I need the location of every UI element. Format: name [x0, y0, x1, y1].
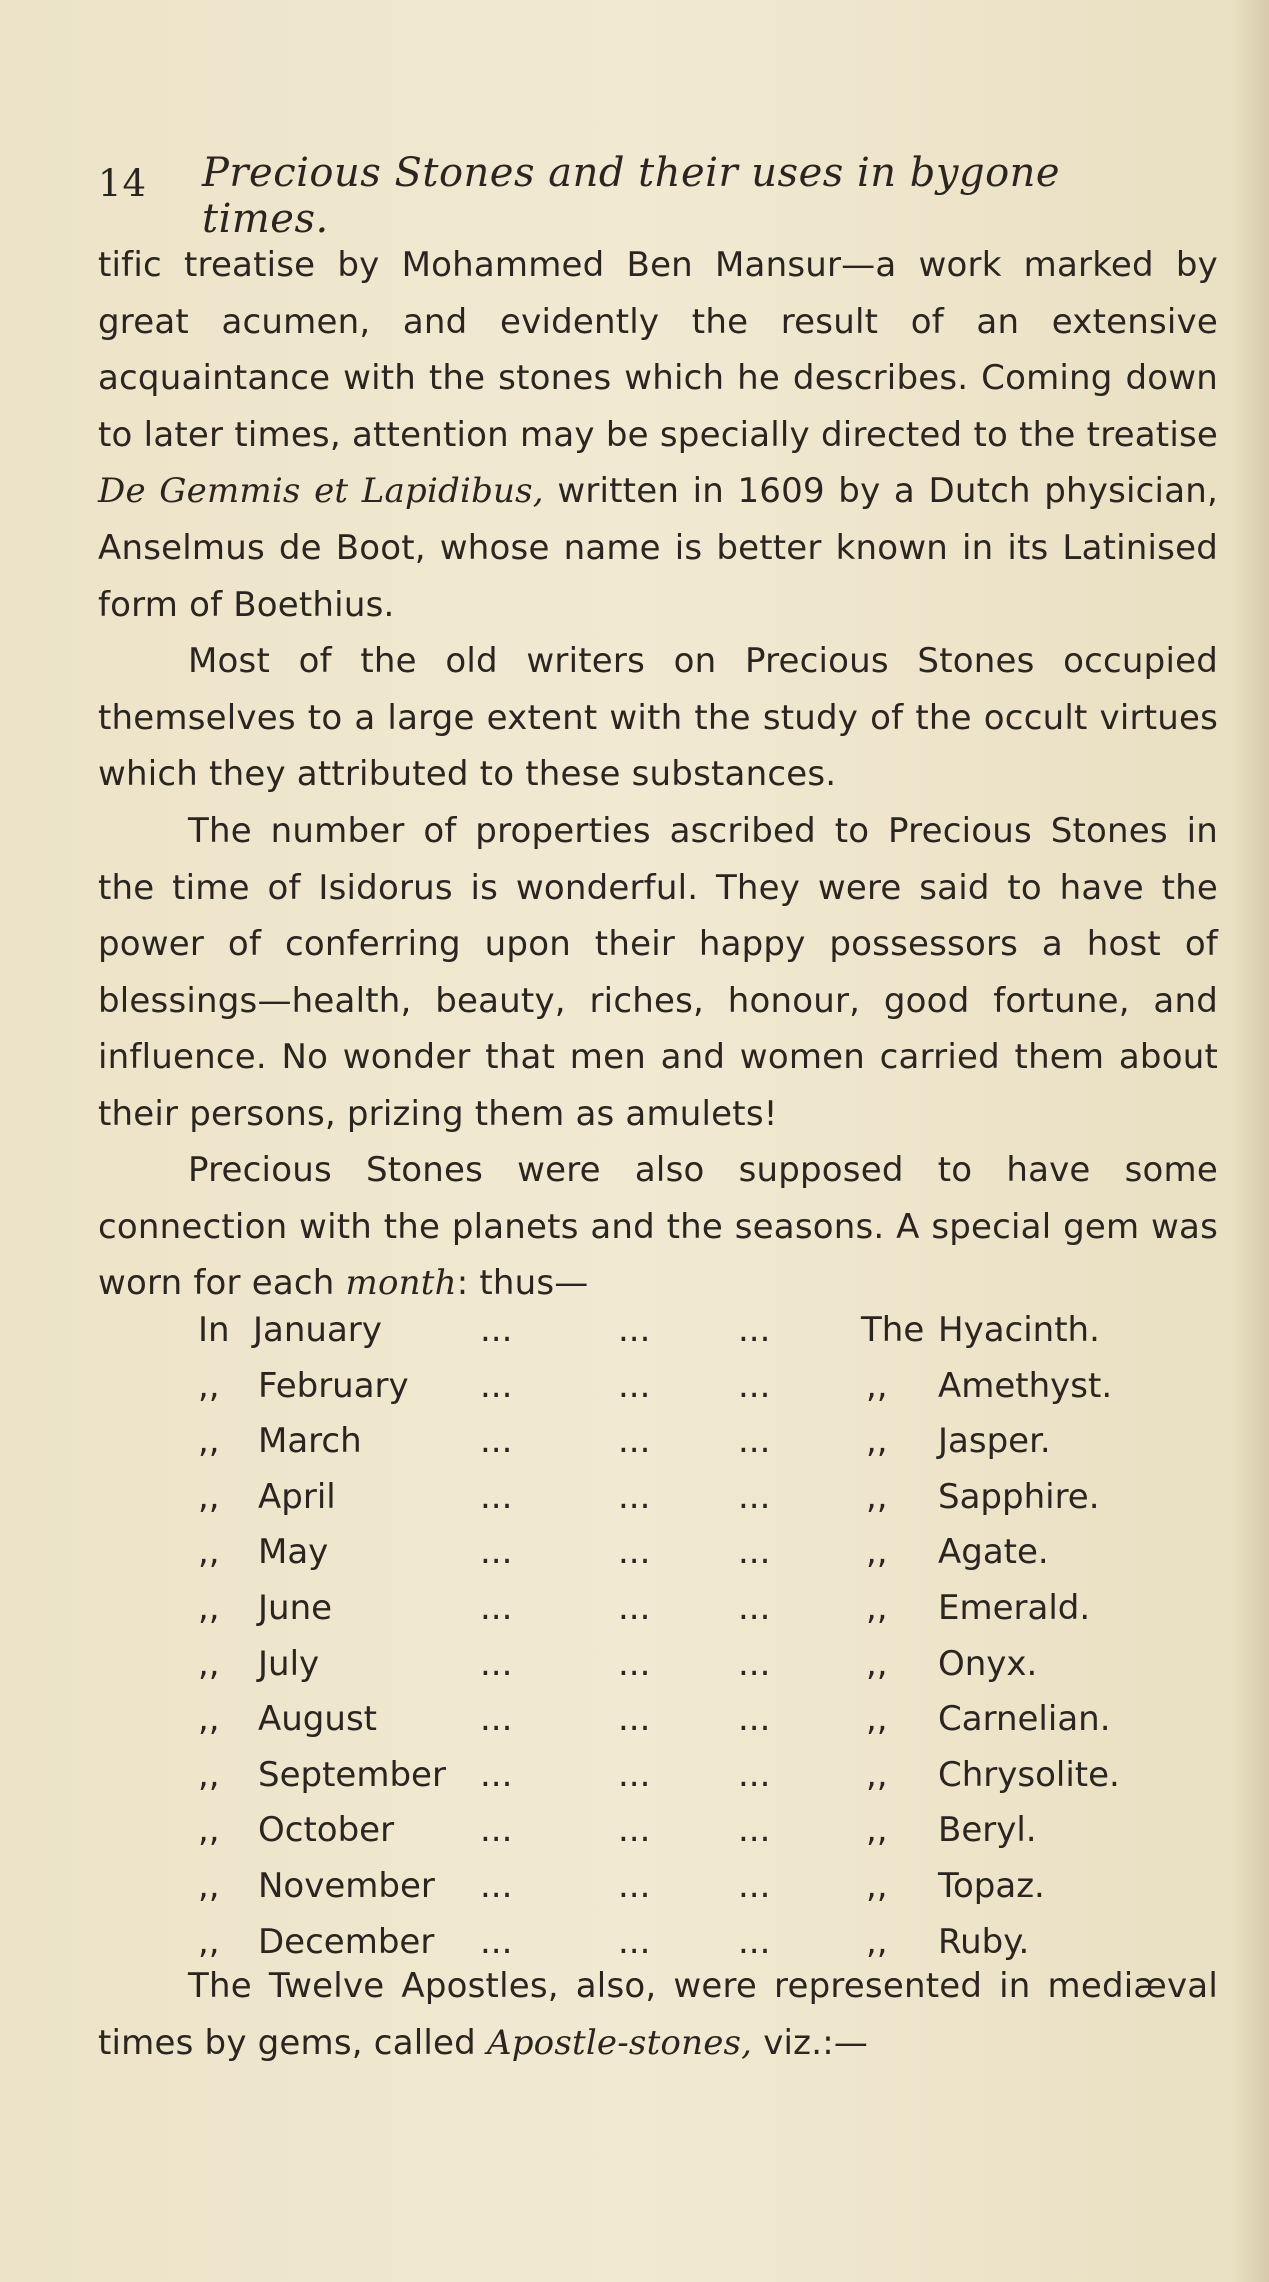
month-name: December [258, 1921, 435, 1962]
gem-prefix: ,, [866, 1921, 888, 1962]
gem-prefix: ,, [866, 1699, 888, 1740]
leader-dots: ... [480, 1476, 513, 1517]
gem-prefix: ,, [866, 1532, 888, 1573]
leader-dots: ... [618, 1921, 651, 1962]
month-row [98, 1810, 1218, 1866]
leader-dots: ... [738, 1865, 771, 1906]
gem-prefix: ,, [866, 1865, 888, 1906]
leader-dots: ... [618, 1754, 651, 1795]
paragraph-2-text: Most of the old writers on Precious Stones occupied themselves to a large extent with the study of the occult virtues which they attributed to these substances. [98, 641, 1218, 795]
gem-prefix: ,, [866, 1643, 888, 1684]
month-prefix: ,, [198, 1865, 220, 1906]
leader-dots: ... [480, 1310, 513, 1350]
leader-dots: ... [738, 1310, 771, 1350]
month-prefix: ,, [198, 1810, 220, 1851]
month-name: November [258, 1865, 435, 1906]
leader-dots: ... [738, 1754, 771, 1795]
gem-name: Topaz. [938, 1865, 1045, 1906]
closing-paragraph [98, 1958, 1218, 2071]
month-prefix: ,, [198, 1587, 220, 1628]
month-prefix: ,, [198, 1699, 220, 1740]
paragraph-4 [98, 1142, 1218, 1312]
gem-prefix: ,, [866, 1754, 888, 1795]
page-number: 14 [98, 162, 148, 205]
leader-dots: ... [480, 1921, 513, 1962]
month-row [98, 1755, 1218, 1811]
leader-dots: ... [618, 1532, 651, 1573]
month-row [98, 1532, 1218, 1588]
month-italic: month [345, 1263, 457, 1304]
leader-dots: ... [618, 1699, 651, 1740]
month-prefix: In [198, 1310, 230, 1350]
paragraph-4-text [98, 1142, 1218, 1312]
paragraph-1-part-b: written in 1609 by a Dutch physician, Anselmus de Boot, whose name is better known in its Latinised form of Boethius. [98, 471, 1218, 625]
month-name: May [258, 1532, 329, 1573]
leader-dots: ... [618, 1587, 651, 1628]
month-row [98, 1588, 1218, 1644]
leader-dots: ... [480, 1865, 513, 1906]
month-row [98, 1310, 1218, 1366]
leader-dots: ... [738, 1532, 771, 1573]
paragraph-4-part-b: : thus— [456, 1263, 589, 1304]
month-row [98, 1644, 1218, 1700]
leader-dots: ... [738, 1421, 771, 1462]
closing-part-a: The Twelve Apostles, also, were represented in mediæval times by gems, called [98, 1966, 1218, 2063]
leader-dots: ... [738, 1810, 771, 1851]
month-name: March [258, 1421, 362, 1462]
gem-prefix: The [861, 1310, 925, 1350]
leader-dots: ... [618, 1421, 651, 1462]
month-prefix: ,, [198, 1532, 220, 1573]
leader-dots: ... [480, 1810, 513, 1851]
paragraph-1 [98, 237, 1218, 633]
gem-name: Beryl. [938, 1810, 1037, 1851]
leader-dots: ... [618, 1865, 651, 1906]
gem-name: Amethyst. [938, 1365, 1113, 1406]
paragraph-3-text: The number of properties ascribed to Precious Stones in the time of Isidorus is wonderful. They were said to have the power of conferring upon their happy possessors a host of blessings—health, beauty, riches, honour, good fortune, and influence. No wonder that men and women carried them about their persons, prizing them as amulets! [98, 811, 1218, 1134]
month-prefix: ,, [198, 1421, 220, 1462]
page-edge-shadow [1233, 0, 1269, 2282]
gem-name: Ruby. [938, 1921, 1030, 1962]
month-name: July [258, 1643, 320, 1684]
leader-dots: ... [618, 1310, 651, 1350]
book-title-italic: De Gemmis et Lapidibus, [98, 471, 544, 512]
gem-prefix: ,, [866, 1476, 888, 1517]
apostle-stones-italic: Apostle-stones, [486, 2022, 753, 2063]
running-title: Precious Stones and their uses in bygone times. [202, 150, 1061, 242]
month-name: February [258, 1365, 409, 1406]
paragraph-4-part-a: Precious Stones were also supposed to have some connection with the planets and the seasons. A special gem was worn for each [98, 1150, 1218, 1304]
month-name: October [258, 1810, 395, 1851]
leader-dots: ... [738, 1587, 771, 1628]
month-name: September [258, 1754, 446, 1795]
leader-dots: ... [738, 1921, 771, 1962]
leader-dots: ... [480, 1754, 513, 1795]
gem-name: Sapphire. [938, 1476, 1100, 1517]
paragraph-2 [98, 633, 1218, 803]
month-prefix: ,, [198, 1921, 220, 1962]
paragraph-3 [98, 803, 1218, 1143]
gem-prefix: ,, [866, 1810, 888, 1851]
leader-dots: ... [480, 1365, 513, 1406]
gem-name: Chrysolite. [938, 1754, 1120, 1795]
month-prefix: ,, [198, 1476, 220, 1517]
closing-paragraph-text [98, 1958, 1218, 2071]
leader-dots: ... [480, 1699, 513, 1740]
paragraph-1-text [98, 237, 1218, 633]
leader-dots: ... [738, 1643, 771, 1684]
gem-name: Emerald. [938, 1587, 1091, 1628]
gem-name: Onyx. [938, 1643, 1038, 1684]
month-row [98, 1477, 1218, 1533]
paragraph-1-part-a: tific treatise by Mohammed Ben Mansur—a work marked by great acumen, and evidently the result of an extensive acquaintance with the stones which he describes. Coming down to later times, attention may be specially directed to the treatise [98, 245, 1218, 455]
gem-name: Hyacinth. [938, 1310, 1100, 1350]
month-name: August [258, 1699, 377, 1740]
leader-dots: ... [738, 1365, 771, 1406]
gem-name: Jasper. [938, 1421, 1051, 1462]
leader-dots: ... [618, 1643, 651, 1684]
page-header [98, 148, 1138, 242]
month-row [98, 1366, 1218, 1422]
leader-dots: ... [480, 1532, 513, 1573]
gem-prefix: ,, [866, 1365, 888, 1406]
gem-prefix: ,, [866, 1587, 888, 1628]
leader-dots: ... [618, 1365, 651, 1406]
leader-dots: ... [738, 1699, 771, 1740]
month-row [98, 1699, 1218, 1755]
leader-dots: ... [480, 1421, 513, 1462]
month-prefix: ,, [198, 1754, 220, 1795]
gem-prefix: ,, [866, 1421, 888, 1462]
month-prefix: ,, [198, 1365, 220, 1406]
month-name: June [258, 1587, 333, 1628]
gem-name: Agate. [938, 1532, 1049, 1573]
month-gem-table [98, 1310, 1218, 1977]
month-name: April [258, 1476, 336, 1517]
closing-part-b: viz.:— [752, 2022, 869, 2063]
leader-dots: ... [480, 1587, 513, 1628]
month-name: January [253, 1310, 382, 1350]
month-row [98, 1421, 1218, 1477]
month-prefix: ,, [198, 1643, 220, 1684]
month-row [98, 1866, 1218, 1922]
leader-dots: ... [738, 1476, 771, 1517]
leader-dots: ... [618, 1476, 651, 1517]
gem-name: Carnelian. [938, 1699, 1111, 1740]
leader-dots: ... [480, 1643, 513, 1684]
leader-dots: ... [618, 1810, 651, 1851]
